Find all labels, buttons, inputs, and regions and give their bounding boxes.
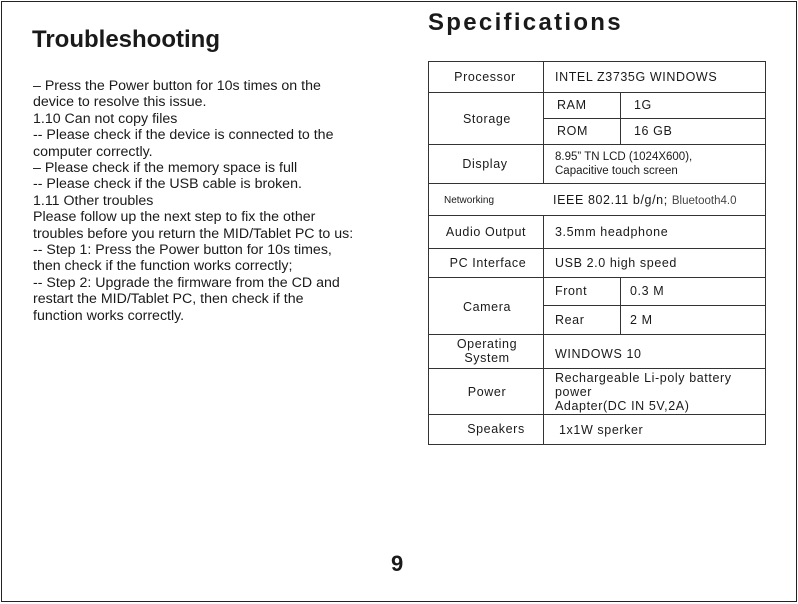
table-rule (765, 61, 766, 445)
table-rule (428, 277, 766, 278)
display-value-line: Capacitive touch screen (555, 165, 678, 177)
section-heading-1-11: 1.11 Other troubles (33, 192, 154, 209)
body-line: – Press the Power button for 10s times on the (33, 78, 321, 94)
table-rule (428, 368, 766, 369)
body-line: -- Please check if the device is connected to the (33, 127, 334, 144)
operating-system-value: WINDOWS 10 (555, 347, 642, 361)
front-camera-value: 0.3 M (630, 284, 665, 298)
front-camera-label: Front (555, 284, 588, 298)
rear-camera-label: Rear (555, 313, 585, 327)
ram-label: RAM (557, 98, 587, 112)
table-rule (543, 305, 766, 306)
body-line: troubles before you return the MID/Tablet PC to us: (33, 225, 354, 242)
pc-interface-value: USB 2.0 high speed (555, 256, 677, 270)
table-rule (428, 248, 766, 249)
specifications-table (428, 61, 767, 446)
body-line: – Please check if the memory space is full (33, 160, 298, 177)
body-line: function works correctly. (33, 307, 185, 324)
speakers-label: Speakers (467, 422, 525, 436)
networking-wifi: IEEE 802.11 b/g/n; (553, 193, 672, 207)
pc-interface-label: PC Interface (449, 256, 527, 270)
table-rule (620, 277, 621, 334)
power-value (555, 371, 732, 413)
display-value-line: 8.95” TN LCD (1024X600), (555, 151, 693, 163)
body-line: then check if the function works correctly; (33, 258, 293, 275)
operating-system-label-line: Operating (456, 337, 518, 351)
table-rule (428, 334, 766, 335)
table-rule (620, 92, 621, 144)
body-line: device to resolve this issue. (33, 94, 207, 111)
table-rule (543, 215, 544, 444)
section-heading-1-10: 1.10 Can not copy files (33, 110, 178, 127)
manual-page (1, 1, 797, 602)
power-value-line: Rechargeable Li-poly battery (555, 371, 732, 385)
table-rule (543, 118, 766, 119)
audio-output-label: Audio Output (445, 225, 527, 239)
ram-value: 1G (634, 98, 652, 112)
processor-value: INTEL Z3735G WINDOWS (555, 70, 718, 84)
table-rule (428, 215, 766, 216)
networking-label: Networking (444, 195, 495, 206)
troubleshooting-title: Troubleshooting (32, 26, 220, 53)
processor-label: Processor (454, 70, 516, 84)
table-rule (428, 444, 766, 445)
table-rule (428, 414, 766, 415)
body-line: -- Please check if the USB cable is broken. (33, 176, 302, 193)
rom-value: 16 GB (634, 124, 673, 138)
rear-camera-value: 2 M (630, 313, 653, 327)
table-rule (428, 183, 766, 184)
audio-output-value: 3.5mm headphone (555, 225, 669, 239)
speakers-value: 1x1W sperker (559, 423, 644, 437)
body-line: -- Step 1: Press the Power button for 10s times, (33, 242, 332, 259)
body-line: -- Step 2: Upgrade the firmware from the CD and (33, 274, 340, 291)
page-number: 9 (391, 551, 404, 576)
power-value-line: Adapter(DC IN 5V,2A) (555, 399, 690, 413)
power-value-line: power (555, 385, 593, 399)
display-label: Display (462, 157, 508, 171)
storage-label: Storage (463, 112, 511, 126)
rom-label: ROM (557, 124, 588, 138)
table-rule (428, 92, 766, 93)
body-line: restart the MID/Tablet PC, then check if the (33, 291, 304, 308)
power-label: Power (467, 385, 507, 399)
display-value (555, 150, 692, 178)
networking-bluetooth: Bluetooth4.0 (671, 195, 737, 207)
camera-label: Camera (462, 300, 512, 314)
body-line: computer correctly. (33, 143, 153, 160)
operating-system-label (427, 337, 547, 365)
table-rule (428, 61, 766, 62)
troubleshooting-body (33, 78, 378, 324)
operating-system-label-line: System (464, 351, 510, 365)
table-rule (428, 144, 766, 145)
networking-value (553, 193, 736, 207)
body-line: Please follow up the next step to fix the other (33, 209, 316, 226)
specifications-title: Specifications (428, 9, 623, 36)
